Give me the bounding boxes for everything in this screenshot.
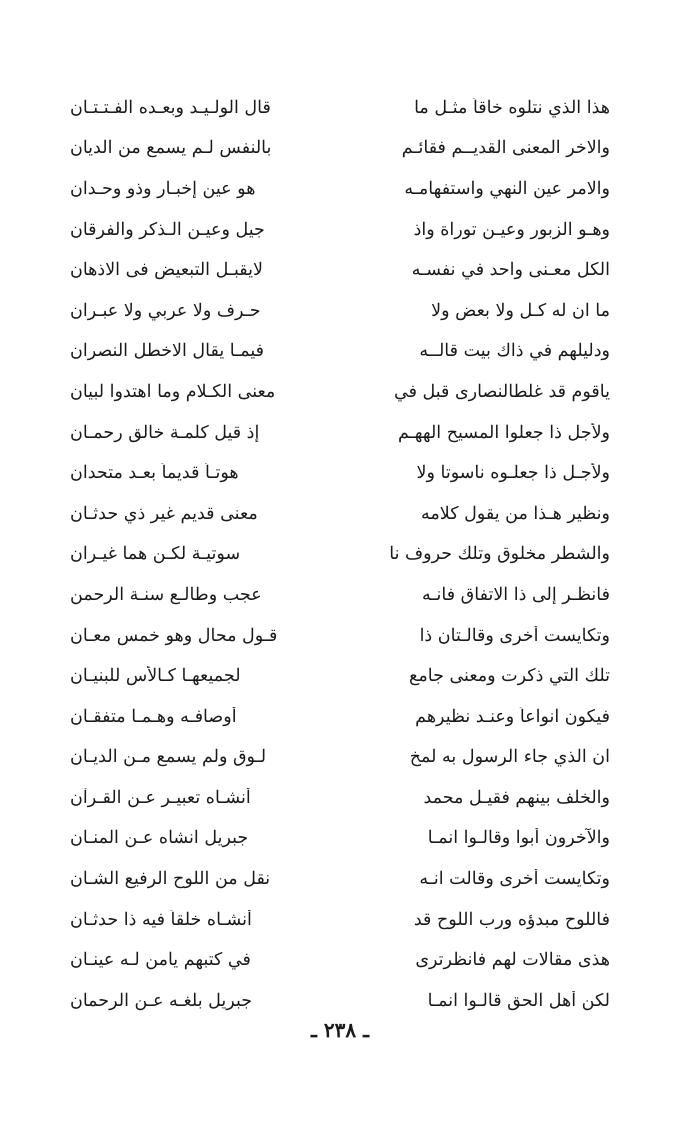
verse-second-hemistich: أوصافـه وهـمـا متفقـان [70, 706, 237, 727]
verse-first-hemistich: ان الذي جاء الرسول به لمخ [409, 747, 610, 768]
verse-first-hemistich: ولأجـل ذا جعلـوه ناسوتا ولا [416, 463, 610, 484]
verse-line [70, 940, 610, 981]
verse-line [70, 88, 610, 129]
verse-second-hemistich: جيل وعيـن الـذكر والفرقان [70, 219, 265, 240]
verse-line [70, 697, 610, 738]
verse-line [70, 819, 610, 860]
verse-line [70, 210, 610, 251]
page-number: ـ ٢٣٨ ـ [311, 1018, 369, 1042]
verse-first-hemistich: وتكايست أخرى وقالـتان ذا [419, 625, 610, 646]
verse-line [70, 778, 610, 819]
verse-second-hemistich: معنى الكـلام وما اهتدوا لبيان [70, 381, 276, 402]
verse-second-hemistich: معنى قديم غير ذي حدثـان [70, 503, 258, 524]
verse-line [70, 453, 610, 494]
poem-body [70, 88, 610, 1022]
verse-first-hemistich: فيكون انواعاً وعنـد نظيرهم [415, 706, 610, 727]
verse-second-hemistich: هو عين إخبـار وذو وحـدان [70, 178, 256, 199]
verse-second-hemistich: حـرف ولا عربي ولا عبـران [70, 300, 261, 321]
verse-second-hemistich: لايقبـل التبعيض فى الاذهان [70, 260, 263, 281]
verse-first-hemistich: تلك التي ذكرت ومعنى جامع [409, 666, 610, 687]
verse-line [70, 332, 610, 373]
verse-second-hemistich: سوتيـة لكـن هما غيـران [70, 544, 241, 565]
verse-first-hemistich: لكن أهل الحق قالـوا انمـا [427, 990, 610, 1011]
verse-line [70, 738, 610, 779]
verse-second-hemistich: بالنفس لـم يسمع من الديان [70, 138, 272, 159]
verse-second-hemistich: جبريل انشاه عـن المنـان [70, 828, 249, 849]
verse-first-hemistich: ياقوم قد غلطالنصارى قبل في [394, 381, 610, 402]
verse-first-hemistich: هذا الذي نتلوه خاقاً مثـل ما [414, 97, 610, 118]
verse-second-hemistich: جبريل بلغـه عـن الرحمان [70, 990, 253, 1011]
verse-line [70, 535, 610, 576]
verse-second-hemistich: قال الولـيـد وبعـده الفـتـتـان [70, 97, 271, 118]
verse-second-hemistich: هوتـاً قديماً بعـد متحدان [70, 463, 239, 484]
verse-line [70, 494, 610, 535]
verse-second-hemistich: عجب وطالـع سنـة الرحمن [70, 584, 262, 605]
verse-line [70, 859, 610, 900]
verse-line [70, 372, 610, 413]
verse-first-hemistich: هذى مقالات لهم فانظرترى [415, 950, 610, 971]
verse-second-hemistich: أنشـاه خلقاً فيه ذا حدثـان [70, 909, 252, 930]
verse-line [70, 616, 610, 657]
verse-line [70, 169, 610, 210]
verse-first-hemistich: وهـو الزبور وعيـن توراة واذ [413, 219, 610, 240]
verse-line [70, 656, 610, 697]
verse-line [70, 129, 610, 170]
verse-line [70, 981, 610, 1022]
verse-second-hemistich: لـوق ولم يسمع مـن الديـان [70, 747, 267, 768]
verse-first-hemistich: والآخرون أبوا وقالـوا انمـا [427, 828, 610, 849]
verse-second-hemistich: نقل من اللوح الرفيع الشـان [70, 869, 271, 890]
verse-second-hemistich: في كتبهم يامن لـه عينـان [70, 950, 251, 971]
verse-first-hemistich: ودليلهم في ذاك بيت قالــه [419, 341, 610, 362]
verse-first-hemistich: الكل معـنى واحد في نفسـه [411, 260, 610, 281]
verse-first-hemistich: والاخر المعنى القديــم فقائـم [401, 138, 610, 159]
verse-first-hemistich: والخلف بينهم فقيـل محمد [423, 787, 610, 808]
verse-line [70, 250, 610, 291]
verse-first-hemistich: فاللوح مبدؤه ورب اللوح قد [413, 909, 610, 930]
verse-first-hemistich: فانظـر إلى ذا الاتفاق فانـه [422, 584, 610, 605]
verse-second-hemistich: فيمـا يقال الاخطل النصران [70, 341, 264, 362]
verse-second-hemistich: أنشـاه تعبيـر عـن القـرآن [70, 787, 251, 808]
verse-first-hemistich: ولأجل ذا جعلوا المسيح الههـم [398, 422, 610, 443]
verse-first-hemistich: وتكايست أخرى وقالت انـه [419, 869, 610, 890]
verse-first-hemistich: ونظير هـذا من يقول كلامه [421, 503, 610, 524]
verse-line [70, 413, 610, 454]
verse-line [70, 575, 610, 616]
verse-first-hemistich: والامر عين النهي واستفهامـه [404, 178, 610, 199]
verse-first-hemistich: ما ان له كـل ولا بعض ولا [431, 300, 610, 321]
verse-second-hemistich: إذ قيل كلمـة خالق رحمـان [70, 422, 260, 443]
verse-second-hemistich: قـول محال وهو خمس معـان [70, 625, 278, 646]
verse-line [70, 900, 610, 941]
verse-first-hemistich: والشطر مخلوق وتلك حروف نا [389, 544, 610, 565]
verse-line [70, 291, 610, 332]
verse-second-hemistich: لجميعهـا كـالأس للبنيـان [70, 666, 241, 687]
